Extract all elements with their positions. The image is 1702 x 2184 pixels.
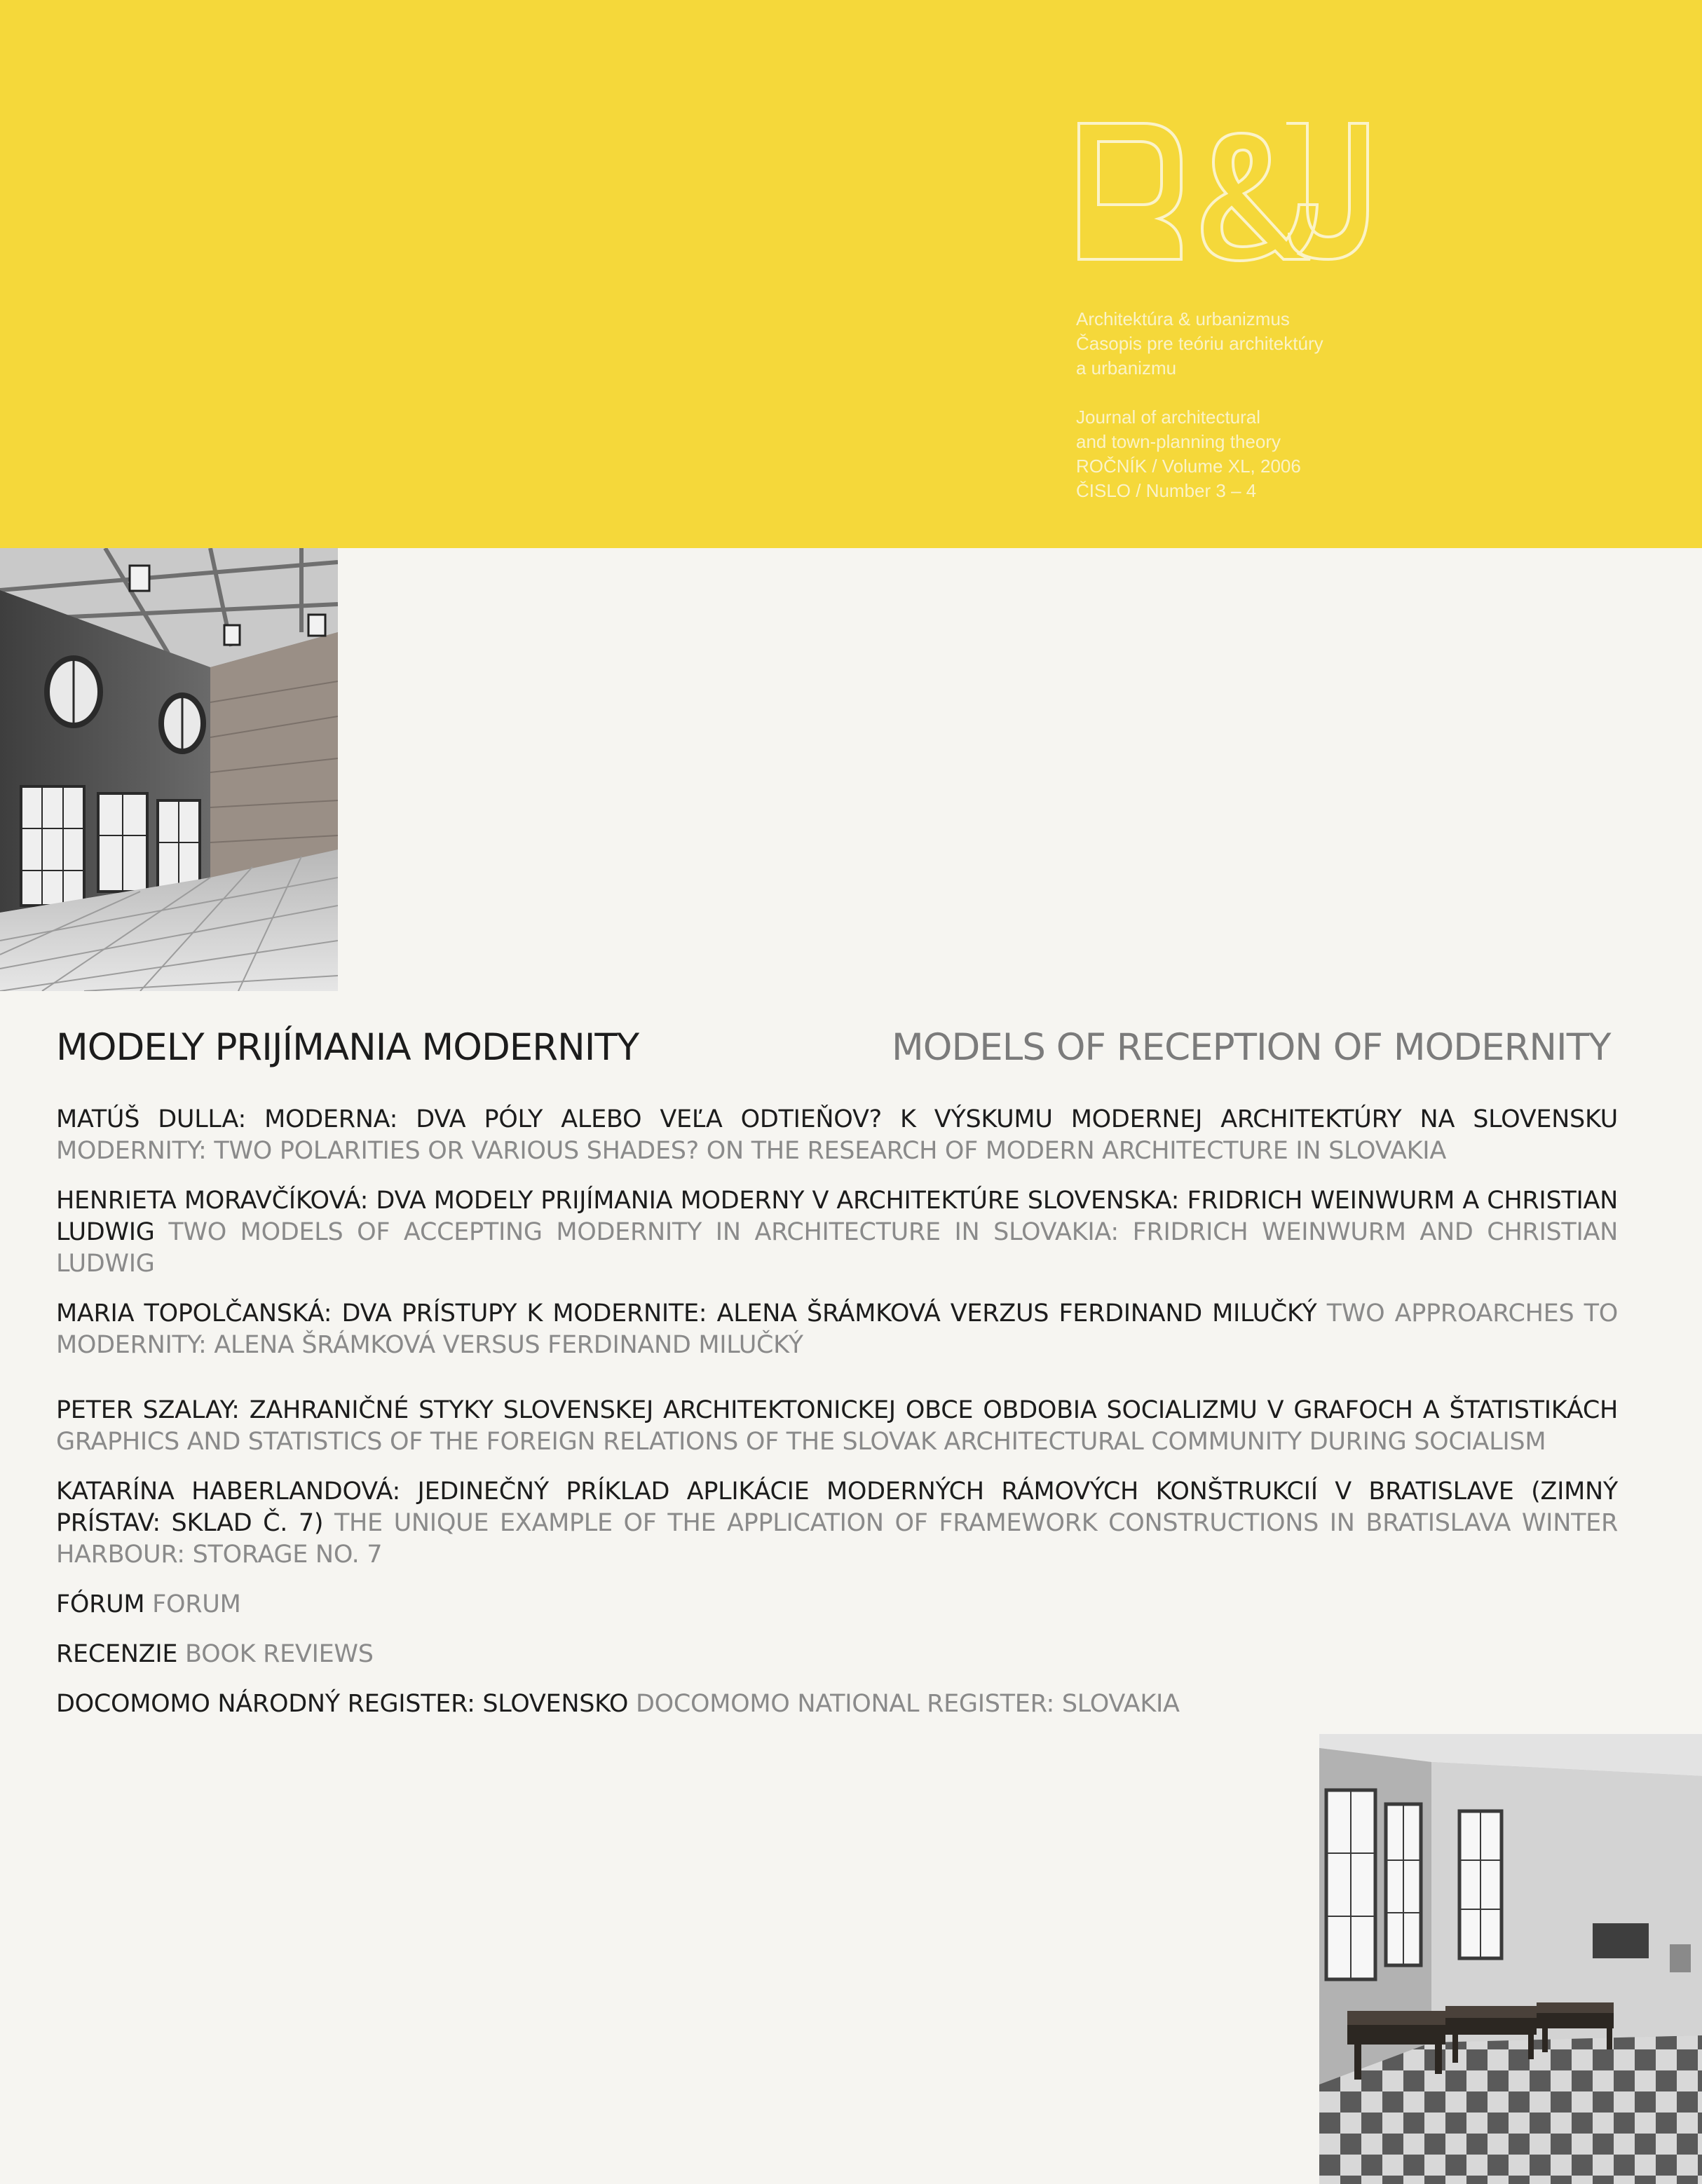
toc-entry xyxy=(56,1476,1618,1571)
issue-theme-title-sk: MODELY PRIJÍMANIA MODERNITY xyxy=(56,1026,639,1069)
toc-title-en: TWO MODELS OF ACCEPTING MODERNITY IN ARCHITECTURE IN SLOVAKIA: FRIDRICH WEINWURM AND CHRISTIAN LUDWIG xyxy=(56,1218,1619,1278)
toc-title-sk: MARIA TOPOLČANSKÁ: DVA PRÍSTUPY K MODERNITE: ALENA ŠRÁMKOVÁ VERZUS FERDINAND MILUČKÝ xyxy=(56,1299,1317,1328)
toc-title-en: GRAPHICS AND STATISTICS OF THE FOREIGN RELATIONS OF THE SLOVAK ARCHITECTURAL COMMUNITY DURING SOCIALISM xyxy=(56,1428,1546,1456)
interior-photo-hall xyxy=(0,548,338,991)
volume-line: ROČNÍK / Volume XL, 2006 xyxy=(1076,456,1301,477)
toc-title-sk: KATARÍNA HABERLANDOVÁ: JEDINEČNÝ PRÍKLAD APLIKÁCIE MODERNÝCH RÁMOVÝCH KONŠTRUKCIÍ V BRATISLAVE (ZIMNÝ PRÍSTAV: SKLAD Č. 7) xyxy=(56,1477,1618,1537)
toc-entry xyxy=(56,1104,1618,1167)
toc-title-en: DOCOMOMO NATIONAL REGISTER: SLOVAKIA xyxy=(635,1690,1180,1718)
toc-entry xyxy=(56,1639,1618,1670)
toc-title-sk: DOCOMOMO NÁRODNÝ REGISTER: SLOVENSKO xyxy=(56,1690,629,1718)
table-of-contents xyxy=(56,1104,1618,1720)
masthead-text xyxy=(1076,307,1525,503)
masthead-line: a urbanizmu xyxy=(1076,357,1177,378)
toc-entry xyxy=(56,1298,1618,1361)
toc-title-en: THE UNIQUE EXAMPLE OF THE APPLICATION OF FRAMEWORK CONSTRUCTIONS IN BRATISLAVA WINTER HARBOUR: STORAGE NO. 7 xyxy=(56,1509,1618,1569)
toc-title-sk: PETER SZALAY: ZAHRANIČNÉ STYKY SLOVENSKEJ ARCHITEKTONICKEJ OBCE OBDOBIA SOCIALIZMU V GRAFOCH A ŠTATISTIKÁCH xyxy=(56,1396,1618,1424)
toc-title-en: FORUM xyxy=(152,1590,241,1618)
toc-entry xyxy=(56,1395,1618,1458)
toc-entry xyxy=(56,1185,1618,1280)
toc-title-sk: MATÚŠ DULLA: MODERNA: DVA PÓLY ALEBO VEĽA ODTIEŇOV? K VÝSKUMU MODERNEJ ARCHITEKTÚRY NA SLOVENSKU xyxy=(56,1105,1618,1133)
toc-entry xyxy=(56,1688,1618,1720)
toc-title-sk: FÓRUM xyxy=(56,1590,145,1618)
toc-title-en: MODERNITY: TWO POLARITIES OR VARIOUS SHADES? ON THE RESEARCH OF MODERN ARCHITECTURE IN SLOVAKIA xyxy=(56,1137,1446,1165)
issue-theme-title-en: MODELS OF RECEPTION OF MODERNITY xyxy=(892,1026,1611,1069)
issue-number-line: ČISLO / Number 3 – 4 xyxy=(1076,480,1257,501)
masthead-line: Časopis pre teóriu architektúry xyxy=(1076,333,1323,354)
toc-title-en: BOOK REVIEWS xyxy=(185,1640,374,1668)
interior-photo-storage xyxy=(1319,1734,1702,2184)
toc-entry xyxy=(56,1589,1618,1620)
toc-title-sk: HENRIETA MORAVČÍKOVÁ: DVA MODELY PRIJÍMANIA MODERNY V ARCHITEKTÚRE SLOVENSKA: FRIDRICH WEINWURM A CHRISTIAN LUDWIG xyxy=(56,1187,1618,1246)
toc-title-en: TWO APPROARCHES TO MODERNITY: ALENA ŠRÁMKOVÁ VERSUS FERDINAND MILUČKÝ xyxy=(56,1299,1618,1359)
masthead-line: and town-planning theory xyxy=(1076,431,1281,452)
masthead-line: Architektúra & urbanizmus xyxy=(1076,308,1290,329)
au-logo xyxy=(1076,121,1370,262)
toc-title-sk: RECENZIE xyxy=(56,1640,178,1668)
masthead-line: Journal of architectural xyxy=(1076,407,1261,428)
